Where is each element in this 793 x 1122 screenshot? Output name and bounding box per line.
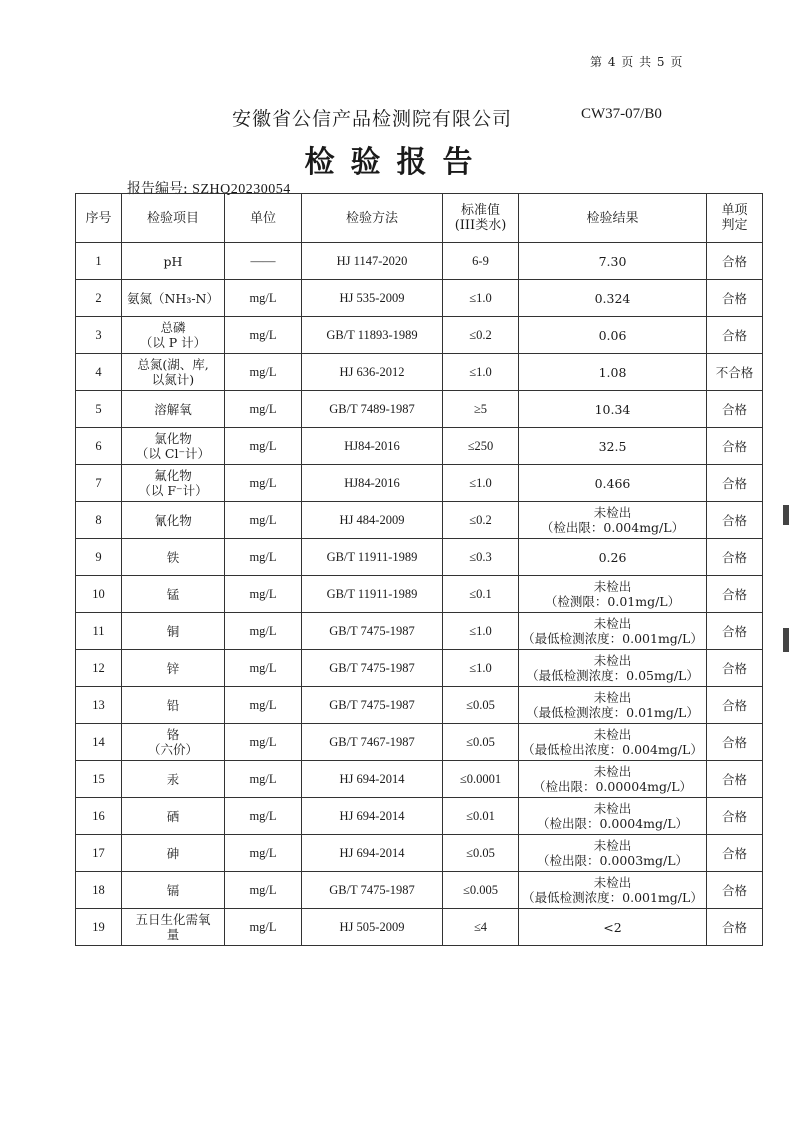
header-method: 检验方法 <box>302 194 443 243</box>
cell-method: GB/T 7489-1987 <box>302 391 443 428</box>
cell-result-line: （检测限：0.01mg/L） <box>544 594 681 609</box>
cell-method: HJ 636-2012 <box>302 354 443 391</box>
table-header-row <box>76 194 763 243</box>
cell-result <box>519 428 707 465</box>
cell-item <box>122 354 225 391</box>
cell-verdict: 合格 <box>707 798 763 835</box>
cell-item <box>122 687 225 724</box>
cell-item <box>122 909 225 946</box>
cell-item-line: 氰化物 <box>154 512 192 528</box>
cell-unit: mg/L <box>225 872 302 909</box>
cell-result-line: 未检出 <box>593 653 632 668</box>
page-indicator: 第 4 页 共 5 页 <box>590 55 684 69</box>
cell-result <box>519 465 707 502</box>
cell-item <box>122 724 225 761</box>
cell-result <box>519 724 707 761</box>
header-verdict-line1: 单项 <box>721 203 748 218</box>
cell-standard: ≥5 <box>443 391 519 428</box>
results-body <box>76 243 763 946</box>
cell-item-line: pH <box>163 253 183 269</box>
cell-unit: mg/L <box>225 761 302 798</box>
cell-result <box>519 798 707 835</box>
cell-verdict: 合格 <box>707 243 763 280</box>
cell-verdict: 合格 <box>707 761 763 798</box>
cell-index: 1 <box>76 243 122 280</box>
cell-item-line: （以 F⁻计） <box>138 483 208 498</box>
cell-standard: ≤1.0 <box>443 280 519 317</box>
cell-standard: ≤0.005 <box>443 872 519 909</box>
cell-verdict: 合格 <box>707 539 763 576</box>
cell-standard: ≤1.0 <box>443 650 519 687</box>
table-row <box>76 650 763 687</box>
cell-item <box>122 502 225 539</box>
cell-item <box>122 576 225 613</box>
cell-verdict: 合格 <box>707 872 763 909</box>
cell-unit: mg/L <box>225 613 302 650</box>
cell-standard: ≤0.01 <box>443 798 519 835</box>
cell-result <box>519 354 707 391</box>
cell-item-line: 总氮(湖、库, <box>137 357 209 372</box>
cell-method: GB/T 7475-1987 <box>302 650 443 687</box>
cell-result <box>519 613 707 650</box>
seal-edge-mark <box>783 628 789 652</box>
cell-method: GB/T 7475-1987 <box>302 613 443 650</box>
cell-unit: mg/L <box>225 391 302 428</box>
cell-method: HJ 484-2009 <box>302 502 443 539</box>
cell-item <box>122 761 225 798</box>
cell-method: HJ84-2016 <box>302 465 443 502</box>
cell-result <box>519 835 707 872</box>
cell-item-line: 量 <box>166 927 180 942</box>
table-row <box>76 465 763 502</box>
cell-method: HJ84-2016 <box>302 428 443 465</box>
header-standard-line2: (III类水) <box>454 218 507 233</box>
cell-index: 15 <box>76 761 122 798</box>
cell-method: GB/T 11911-1989 <box>302 539 443 576</box>
table-row <box>76 317 763 354</box>
cell-index: 5 <box>76 391 122 428</box>
cell-result <box>519 502 707 539</box>
report-number-label: 报告编号: <box>127 181 188 197</box>
table-row <box>76 576 763 613</box>
cell-item <box>122 243 225 280</box>
cell-index: 16 <box>76 798 122 835</box>
cell-unit: mg/L <box>225 650 302 687</box>
cell-result-line: （检出限：0.00004mg/L） <box>532 779 693 794</box>
report-number-value: SZHQ20230054 <box>192 182 291 197</box>
table-row <box>76 687 763 724</box>
cell-result <box>519 687 707 724</box>
cell-item-line: 汞 <box>166 771 180 787</box>
cell-result <box>519 317 707 354</box>
cell-item-line: 溶解氧 <box>154 401 192 417</box>
cell-standard: ≤0.05 <box>443 687 519 724</box>
cell-index: 9 <box>76 539 122 576</box>
header-result: 检验结果 <box>519 194 707 243</box>
cell-unit: mg/L <box>225 835 302 872</box>
cell-verdict: 合格 <box>707 650 763 687</box>
cell-result-line: 未检出 <box>593 764 632 779</box>
table-row <box>76 502 763 539</box>
cell-item-line: （以 P 计） <box>139 335 207 350</box>
header-standard-line1: 标准值 <box>460 203 500 218</box>
cell-item-line: 铅 <box>166 697 180 713</box>
cell-item <box>122 650 225 687</box>
cell-result-line: 10.34 <box>594 401 631 417</box>
cell-verdict: 合格 <box>707 280 763 317</box>
cell-standard: ≤0.2 <box>443 502 519 539</box>
cell-verdict: 合格 <box>707 317 763 354</box>
cell-result-line: 未检出 <box>593 727 632 742</box>
cell-item <box>122 872 225 909</box>
cell-result <box>519 391 707 428</box>
cell-item-line: 砷 <box>166 845 180 861</box>
table-row <box>76 761 763 798</box>
cell-result-line: 7.30 <box>598 253 627 269</box>
cell-result-line: 未检出 <box>593 801 632 816</box>
cell-standard: ≤250 <box>443 428 519 465</box>
cell-item-line: 铜 <box>166 623 180 639</box>
cell-verdict: 合格 <box>707 391 763 428</box>
form-code: CW37-07/B0 <box>581 106 662 122</box>
cell-item <box>122 798 225 835</box>
header-unit: 单位 <box>225 194 302 243</box>
cell-verdict: 合格 <box>707 687 763 724</box>
cell-item-line: 氟化物 <box>154 468 192 483</box>
header-item: 检验项目 <box>122 194 225 243</box>
company-name: 安徽省公信产品检测院有限公司 <box>232 108 513 130</box>
seal-edge-mark <box>783 505 789 525</box>
cell-item-line: 五日生化需氧 <box>135 912 211 927</box>
cell-standard: ≤1.0 <box>443 354 519 391</box>
cell-item-line: （六价） <box>147 742 198 757</box>
cell-index: 6 <box>76 428 122 465</box>
cell-item <box>122 539 225 576</box>
cell-standard: ≤0.05 <box>443 835 519 872</box>
cell-verdict: 合格 <box>707 465 763 502</box>
cell-method: GB/T 11911-1989 <box>302 576 443 613</box>
cell-verdict: 合格 <box>707 835 763 872</box>
cell-unit: mg/L <box>225 317 302 354</box>
table-row <box>76 613 763 650</box>
cell-unit: mg/L <box>225 909 302 946</box>
cell-unit: mg/L <box>225 687 302 724</box>
header-index: 序号 <box>76 194 122 243</box>
cell-result-line: 0.324 <box>594 290 631 306</box>
table-row <box>76 391 763 428</box>
report-title: 检验报告 <box>304 145 489 180</box>
cell-unit: mg/L <box>225 724 302 761</box>
table-row <box>76 428 763 465</box>
table-row <box>76 243 763 280</box>
cell-item-line: 锰 <box>166 586 180 602</box>
cell-result-line: （最低检出浓度：0.004mg/L） <box>522 742 703 757</box>
cell-verdict: 合格 <box>707 428 763 465</box>
cell-item-line: 锌 <box>166 660 180 676</box>
cell-result-line: 未检出 <box>593 875 632 890</box>
cell-index: 18 <box>76 872 122 909</box>
cell-result <box>519 243 707 280</box>
cell-item-line: 氨氮（NH₃-N） <box>126 290 219 306</box>
cell-item <box>122 465 225 502</box>
cell-verdict: 合格 <box>707 502 763 539</box>
cell-item <box>122 613 225 650</box>
table-row <box>76 354 763 391</box>
header-standard <box>443 194 519 243</box>
cell-item-line: 总磷 <box>160 320 186 335</box>
cell-result-line: （最低检测浓度：0.001mg/L） <box>522 890 703 905</box>
cell-method: GB/T 7475-1987 <box>302 872 443 909</box>
cell-unit: mg/L <box>225 539 302 576</box>
cell-standard: ≤0.05 <box>443 724 519 761</box>
cell-index: 7 <box>76 465 122 502</box>
cell-item-line: 铁 <box>166 549 180 565</box>
header-verdict-line2: 判定 <box>721 218 748 233</box>
cell-method: HJ 694-2014 <box>302 798 443 835</box>
cell-result-line: 未检出 <box>593 616 632 631</box>
cell-verdict: 合格 <box>707 909 763 946</box>
cell-result-line: （检出限：0.004mg/L） <box>540 520 685 535</box>
cell-item-line: 铬 <box>166 727 180 742</box>
cell-index: 3 <box>76 317 122 354</box>
cell-method: HJ 1147-2020 <box>302 243 443 280</box>
results-table <box>75 193 763 946</box>
cell-method: GB/T 11893-1989 <box>302 317 443 354</box>
cell-method: HJ 535-2009 <box>302 280 443 317</box>
cell-result <box>519 280 707 317</box>
cell-result <box>519 909 707 946</box>
cell-result-line: 0.06 <box>598 327 627 343</box>
cell-item <box>122 317 225 354</box>
cell-result <box>519 539 707 576</box>
cell-item <box>122 428 225 465</box>
cell-item-line: 镉 <box>166 882 180 898</box>
cell-index: 8 <box>76 502 122 539</box>
cell-item <box>122 391 225 428</box>
cell-method: GB/T 7475-1987 <box>302 687 443 724</box>
cell-index: 13 <box>76 687 122 724</box>
cell-standard: ≤1.0 <box>443 613 519 650</box>
cell-item-line: （以 Cl⁻计） <box>135 446 211 461</box>
cell-verdict: 合格 <box>707 576 763 613</box>
cell-standard: ≤4 <box>443 909 519 946</box>
cell-index: 4 <box>76 354 122 391</box>
cell-result-line: （检出限：0.0003mg/L） <box>536 853 689 868</box>
cell-method: HJ 694-2014 <box>302 761 443 798</box>
cell-result-line: 未检出 <box>593 690 632 705</box>
cell-unit: mg/L <box>225 354 302 391</box>
cell-result-line: 0.466 <box>594 475 631 491</box>
cell-result-line: （最低检测浓度：0.05mg/L） <box>526 668 699 683</box>
cell-item-line: 氯化物 <box>154 431 192 446</box>
cell-result-line: 1.08 <box>598 364 627 380</box>
cell-result-line: （检出限：0.0004mg/L） <box>536 816 689 831</box>
cell-standard: ≤0.3 <box>443 539 519 576</box>
cell-unit: mg/L <box>225 465 302 502</box>
cell-index: 17 <box>76 835 122 872</box>
cell-result-line: <2 <box>603 919 622 935</box>
table-row <box>76 539 763 576</box>
cell-result-line: （最低检测浓度：0.001mg/L） <box>522 631 703 646</box>
cell-verdict: 合格 <box>707 613 763 650</box>
cell-standard: ≤0.2 <box>443 317 519 354</box>
cell-result-line: 0.26 <box>598 549 627 565</box>
cell-verdict: 合格 <box>707 724 763 761</box>
cell-index: 10 <box>76 576 122 613</box>
cell-verdict: 不合格 <box>707 354 763 391</box>
cell-index: 19 <box>76 909 122 946</box>
cell-index: 14 <box>76 724 122 761</box>
cell-method: HJ 505-2009 <box>302 909 443 946</box>
cell-result <box>519 650 707 687</box>
table-row <box>76 909 763 946</box>
cell-standard: ≤0.0001 <box>443 761 519 798</box>
cell-unit: mg/L <box>225 428 302 465</box>
cell-item <box>122 835 225 872</box>
cell-result-line: （最低检测浓度：0.01mg/L） <box>526 705 699 720</box>
cell-unit: mg/L <box>225 502 302 539</box>
header-verdict <box>707 194 763 243</box>
cell-unit: mg/L <box>225 280 302 317</box>
cell-item-line: 以氮计) <box>151 372 195 387</box>
table-row <box>76 724 763 761</box>
table-row <box>76 798 763 835</box>
cell-index: 12 <box>76 650 122 687</box>
table-row <box>76 835 763 872</box>
cell-result <box>519 761 707 798</box>
cell-method: HJ 694-2014 <box>302 835 443 872</box>
cell-method: GB/T 7467-1987 <box>302 724 443 761</box>
cell-result <box>519 872 707 909</box>
cell-unit: —— <box>225 243 302 280</box>
cell-result-line: 未检出 <box>593 505 632 520</box>
cell-result-line: 32.5 <box>598 438 627 454</box>
cell-standard: ≤1.0 <box>443 465 519 502</box>
cell-standard: ≤0.1 <box>443 576 519 613</box>
cell-index: 11 <box>76 613 122 650</box>
cell-item-line: 硒 <box>166 808 180 824</box>
cell-index: 2 <box>76 280 122 317</box>
cell-unit: mg/L <box>225 576 302 613</box>
cell-standard: 6-9 <box>443 243 519 280</box>
cell-unit: mg/L <box>225 798 302 835</box>
table-row <box>76 280 763 317</box>
cell-result <box>519 576 707 613</box>
cell-item <box>122 280 225 317</box>
cell-result-line: 未检出 <box>593 579 632 594</box>
cell-result-line: 未检出 <box>593 838 632 853</box>
table-row <box>76 872 763 909</box>
